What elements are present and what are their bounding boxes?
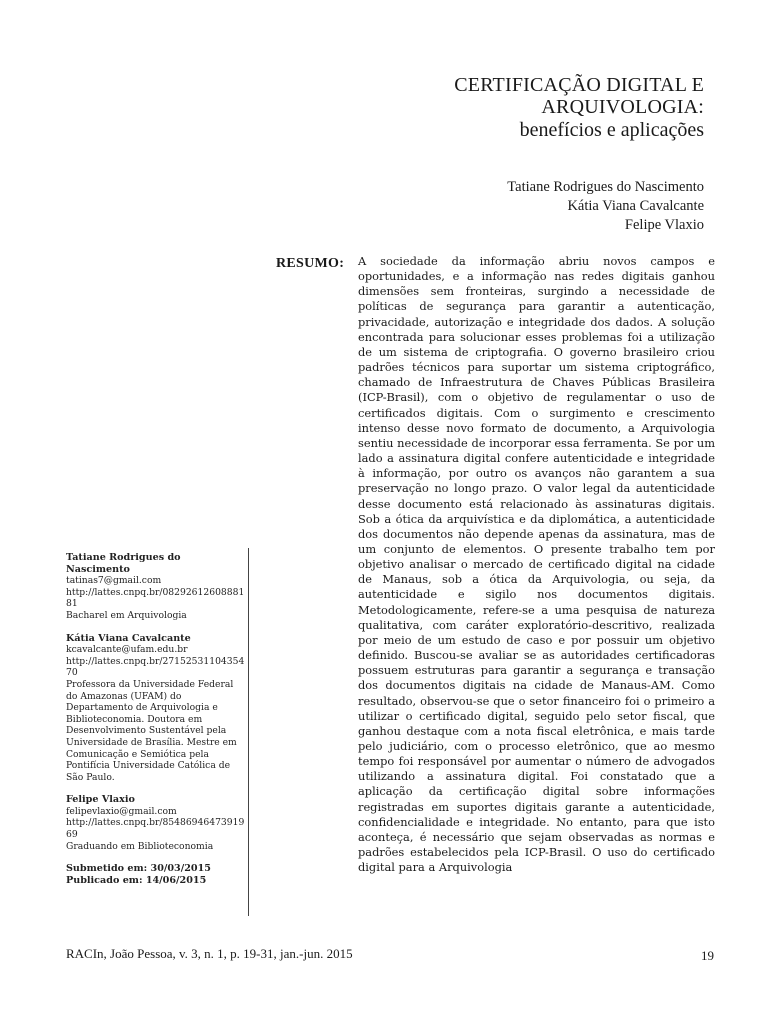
sidebar-author-bio: Graduando em Biblioteconomia: [66, 840, 214, 852]
author-info-sidebar: [66, 552, 246, 886]
title-subtitle: benefícios e aplicações: [519, 119, 704, 141]
author-name: Kátia Viana Cavalcante: [567, 198, 704, 214]
published-date: Publicado em: 14/06/2015: [66, 874, 207, 886]
sidebar-author-email[interactable]: felipevlaxio@gmail.com: [66, 805, 177, 817]
author-name: Felipe Vlaxio: [624, 217, 704, 233]
title-line-2: ARQUIVOLOGIA:: [541, 96, 704, 118]
sidebar-divider: [248, 548, 249, 916]
sidebar-author-name: Tatiane Rodrigues do Nascimento: [66, 552, 181, 575]
abstract-text: A sociedade da informação abriu novos campos e oportunidades, e a informação nas redes digitais ganhou dimensões sem fronteiras, surgindo a necessidade de políticas de segurança para garantir a autenticação, privacidade, autorização e integridade dos dados. A solução encontrada para solucionar esses problemas foi a utilização de um sistema de criptografia. O governo brasileiro criou padrões técnicos para suportar um sistema criptográfico, chamado de Infraestrutura de Chaves Públicas Brasileira (ICP-Brasil), com o objetivo de regulamentar o uso de certificados digitais. Com o surgimento e crescimento intenso desse novo formato de documento, a Arquivologia sentiu necessidade de incorporar essa ferramenta. Se por um lado a assinatura digital confere autenticidade e integridade à informação, por outro os avanços não garantem a sua preservação no longo prazo. O valor legal da autenticidade desse documento está relacionado às assinaturas digitais. Sob a ótica da arquivística e da diplomática, a autenticidade dos documentos não depende apenas da assinatura, mas de um conjunto de elementos. O presente trabalho tem por objetivo analisar o mercado de certificado digital na cidade de Manaus, sob a ótica da Arquivologia, ou seja, da autenticidade e sigilo nos documentos digitais. Metodologicamente, refere-se a uma pesquisa de natureza qualitativa, com caráter exploratório-descritivo, realizada por meio de um estudo de caso e por possuir um objetivo definido. Buscou-se avaliar se as autoridades certificadoras possuem estruturas para garantir a segurança e transação dos documentos digitais na cidade de Manaus-AM. Como resultado, observou-se que o setor financeiro foi o primeiro a utilizar o certificado digital, seguido pelo setor fiscal, que ganhou destaque com a nota fiscal eletrônica, e mais tarde pelo judiciário, com o processo eletrônico, que ao mesmo tempo foi responsável por aumentar o número de advogados utilizando a assinatura digital. Foi constatado que a aplicação da certificação digital sobre informações registradas em suportes digitais garante a autenticidade, confidencialidade e integridade. No entanto, para que isto aconteça, é necessário que sejam observadas as normas e padrões estabelecidos pela ICP-Brasil. O uso do certificado digital para a Arquivologia: [358, 254, 715, 875]
abstract-label: RESUMO:: [276, 256, 345, 271]
sidebar-author-email[interactable]: kcavalcante@ufam.edu.br: [66, 644, 188, 656]
submitted-date: Submetido em: 30/03/2015: [66, 863, 211, 875]
title-line-1: CERTIFICAÇÃO DIGITAL E: [454, 74, 704, 96]
sidebar-author-name: Kátia Viana Cavalcante: [66, 632, 191, 644]
sidebar-author-email[interactable]: tatinas7@gmail.com: [66, 575, 162, 587]
sidebar-author-name: Felipe Vlaxio: [66, 794, 135, 806]
sidebar-author-lattes-link[interactable]: http://lattes.cnpq.br/2715253110435470: [66, 655, 245, 679]
author-list: [507, 178, 704, 235]
article-title: [454, 74, 704, 142]
sidebar-author-bio: Bacharel em Arquivologia: [66, 609, 187, 621]
page-number: 19: [701, 948, 714, 963]
sidebar-author-bio: Professora da Universidade Federal do Amazonas (UFAM) do Departamento de Arquivologia e Biblioteconomia. Doutora em Desenvolvimento Sustentável pela Universidade de Brasília. Mestre em Comunicação e Semiótica pela Pontifícia Universidade Católica de São Paulo.: [66, 678, 237, 783]
author-name: Tatiane Rodrigues do Nascimento: [507, 179, 704, 195]
journal-citation: RACIn, João Pessoa, v. 3, n. 1, p. 19-31, jan.-jun. 2015: [66, 946, 353, 961]
sidebar-author-lattes-link[interactable]: http://lattes.cnpq.br/0829261260888181: [66, 586, 245, 610]
sidebar-author-lattes-link[interactable]: http://lattes.cnpq.br/8548694647391969: [66, 817, 245, 841]
